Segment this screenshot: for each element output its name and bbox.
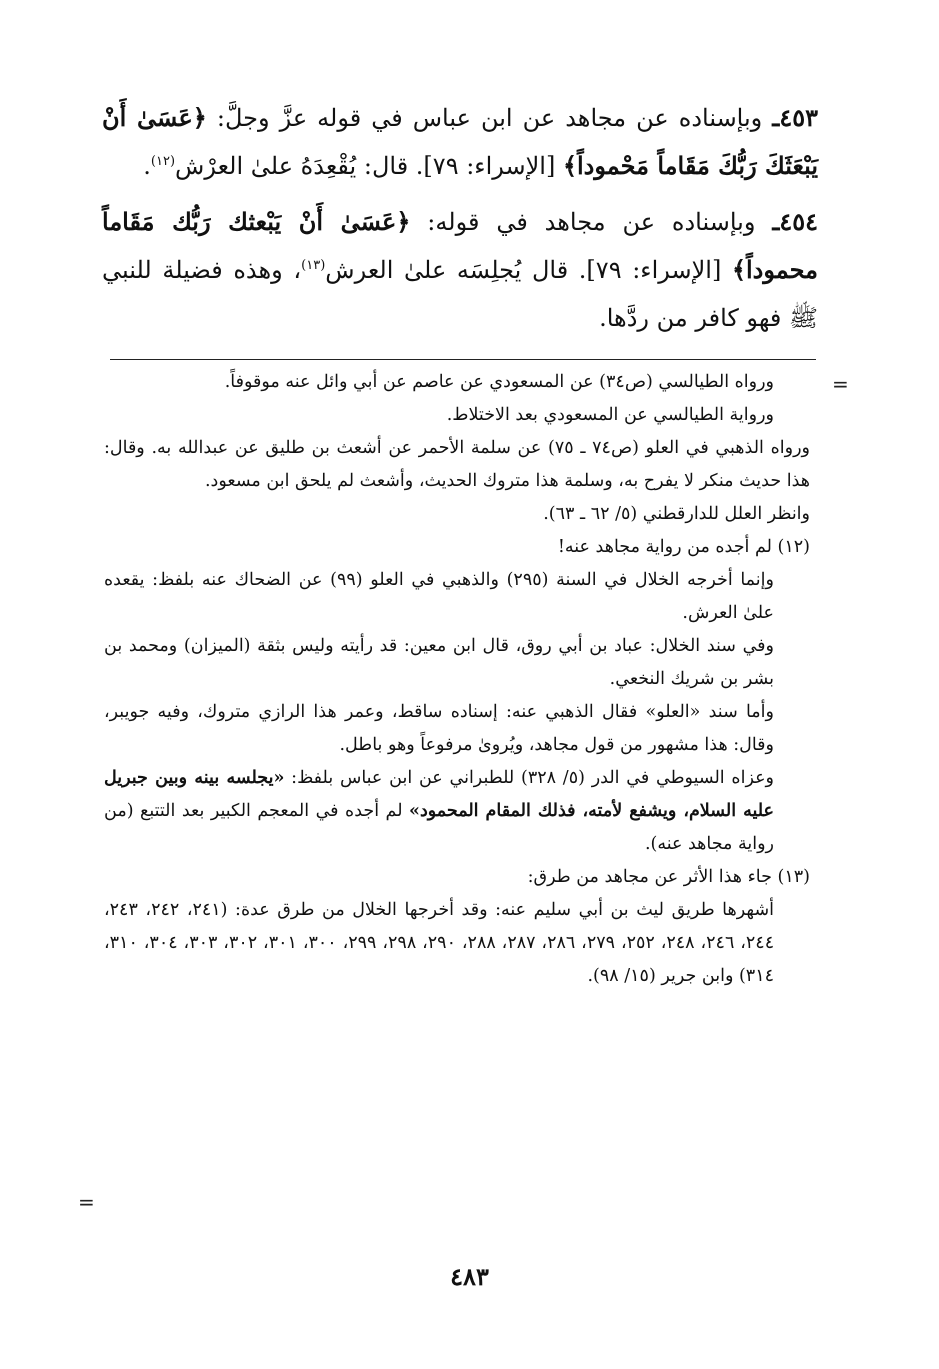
hadith-quote: «يجلسه بينه وبين جبريل عليه السلام، ويشفع لأمته، فذلك المقام المحمود» bbox=[104, 768, 774, 821]
footnote-paragraph bbox=[104, 762, 810, 861]
quran-verse: ﴿عَسَىٰ أَنْ يَبْعَثَكَ رَبُّكَ مَقَاماً مَحْموداً﴾ bbox=[102, 103, 818, 180]
footnote-text: لم أجده في المعجم الكبير بعد التتبع (من رواية مجاهد عنه). bbox=[104, 801, 774, 854]
footnote-ref: (١٣) bbox=[301, 258, 326, 273]
item-number: ٤٥٤ـ bbox=[772, 207, 819, 236]
footnote-text: لم أجده من رواية مجاهد عنه! bbox=[557, 537, 772, 557]
paragraph-text: . bbox=[143, 152, 151, 180]
footnote-line: ورواه الذهبي في العلو (ص٧٤ ـ ٧٥) عن سلمة الأحمر عن أشعث بن طليق عن عبدالله به. وقال: هذا حديث منكر لا يفرح به، وسلمة هذا متروك الحديث، وأشعث لم يلحق ابن مسعود. bbox=[104, 438, 810, 491]
paragraph-text: ، وهذه فضيلة للنبي ﷺ فهو كافر من ردَّها. bbox=[102, 256, 818, 332]
paragraph-454 bbox=[102, 198, 818, 342]
footnote-text: جاء هذا الأثر عن مجاهد من طرق: bbox=[527, 867, 772, 887]
item-number: ٤٥٣ـ bbox=[772, 103, 818, 132]
paragraph-453 bbox=[102, 94, 818, 190]
paragraph-text: وبإسناده عن مجاهد عن ابن عباس في قوله عزَّ وجلَّ: bbox=[206, 104, 773, 132]
paragraph-text: [الإسراء: ٧٩]. قال: يُقْعِدَهُ علىٰ العرْش bbox=[175, 152, 563, 180]
footnote-text: وعزاه السيوطي في الدر (٥/ ٣٢٨) للطبراني عن ابن عباس بلفظ: bbox=[284, 768, 774, 788]
footnote-number: (١٢) bbox=[777, 537, 810, 557]
footnote-12 bbox=[104, 531, 810, 564]
footnote-line: وانظر العلل للدارقطني (٥/ ٦٢ ـ ٦٣). bbox=[543, 504, 810, 524]
footnote-line: ورواية الطيالسي عن المسعودي بعد الاختلاط. bbox=[446, 405, 774, 425]
page-number: ٤٨٣ bbox=[450, 1262, 489, 1291]
paragraph-text: [الإسراء: ٧٩]. قال يُجلِسَه علىٰ العرش bbox=[325, 256, 732, 284]
footnote-paragraph: وفي سند الخلال: عباد بن أبي روق، قال ابن معين: قد رأيته وليس بثقة (الميزان) ومحمد بن بشر بن شريك النخعي. bbox=[104, 636, 774, 689]
footnote-number: (١٣) bbox=[777, 867, 810, 887]
footnotes bbox=[104, 366, 810, 993]
paragraph-text: وبإسناده عن مجاهد في قوله: bbox=[410, 208, 773, 236]
footnote-paragraph: أشهرها طريق ليث بن أبي سليم عنه: وقد أخرجها الخلال من طرق عدة: (٢٤١، ٢٤٢، ٢٤٣، ٢٤٤، ٢٤٦، ٢٤٨، ٢٥٢، ٢٧٩، ٢٨٦، ٢٨٧، ٢٨٨، ٢٩٠، ٢٩٨، ٢٩٩، ٣٠٠، ٣٠١، ٣٠٢، ٣٠٣، ٣٠٤، ٣١٠، ٣١٤) وابن جرير (١٥/ ٩٨). bbox=[104, 900, 775, 986]
continuation-mark-bottom: = bbox=[78, 1190, 95, 1214]
footnote-paragraph: وإنما أخرجه الخلال في السنة (٢٩٥) والذهبي في العلو (٩٩) عن الضحاك عنه بلفظ: يقعده علىٰ العرش. bbox=[104, 570, 774, 623]
footnote-13 bbox=[104, 861, 810, 894]
footnote-separator bbox=[110, 359, 816, 360]
continuation-mark-top: = bbox=[832, 372, 849, 396]
footnote-paragraph: وأما سند «العلو» فقال الذهبي عنه: إسناده ساقط، وعمر هذا الرازي متروك، وفيه جويبر، وقال: هذا مشهور من قول مجاهد، ويُروىٰ مرفوعاً وهو باطل. bbox=[104, 702, 774, 755]
quran-verse: ﴿عَسَىٰ أَنْ يَبْعثك رَبُّك مَقَاماً محموداً﴾ bbox=[102, 207, 818, 284]
footnote-ref: (١٢) bbox=[150, 154, 176, 169]
main-text bbox=[102, 94, 818, 350]
footnote-line: ورواه الطيالسي (ص٣٤) عن المسعودي عن عاصم عن أبي وائل عنه موقوفاً. bbox=[224, 372, 774, 392]
